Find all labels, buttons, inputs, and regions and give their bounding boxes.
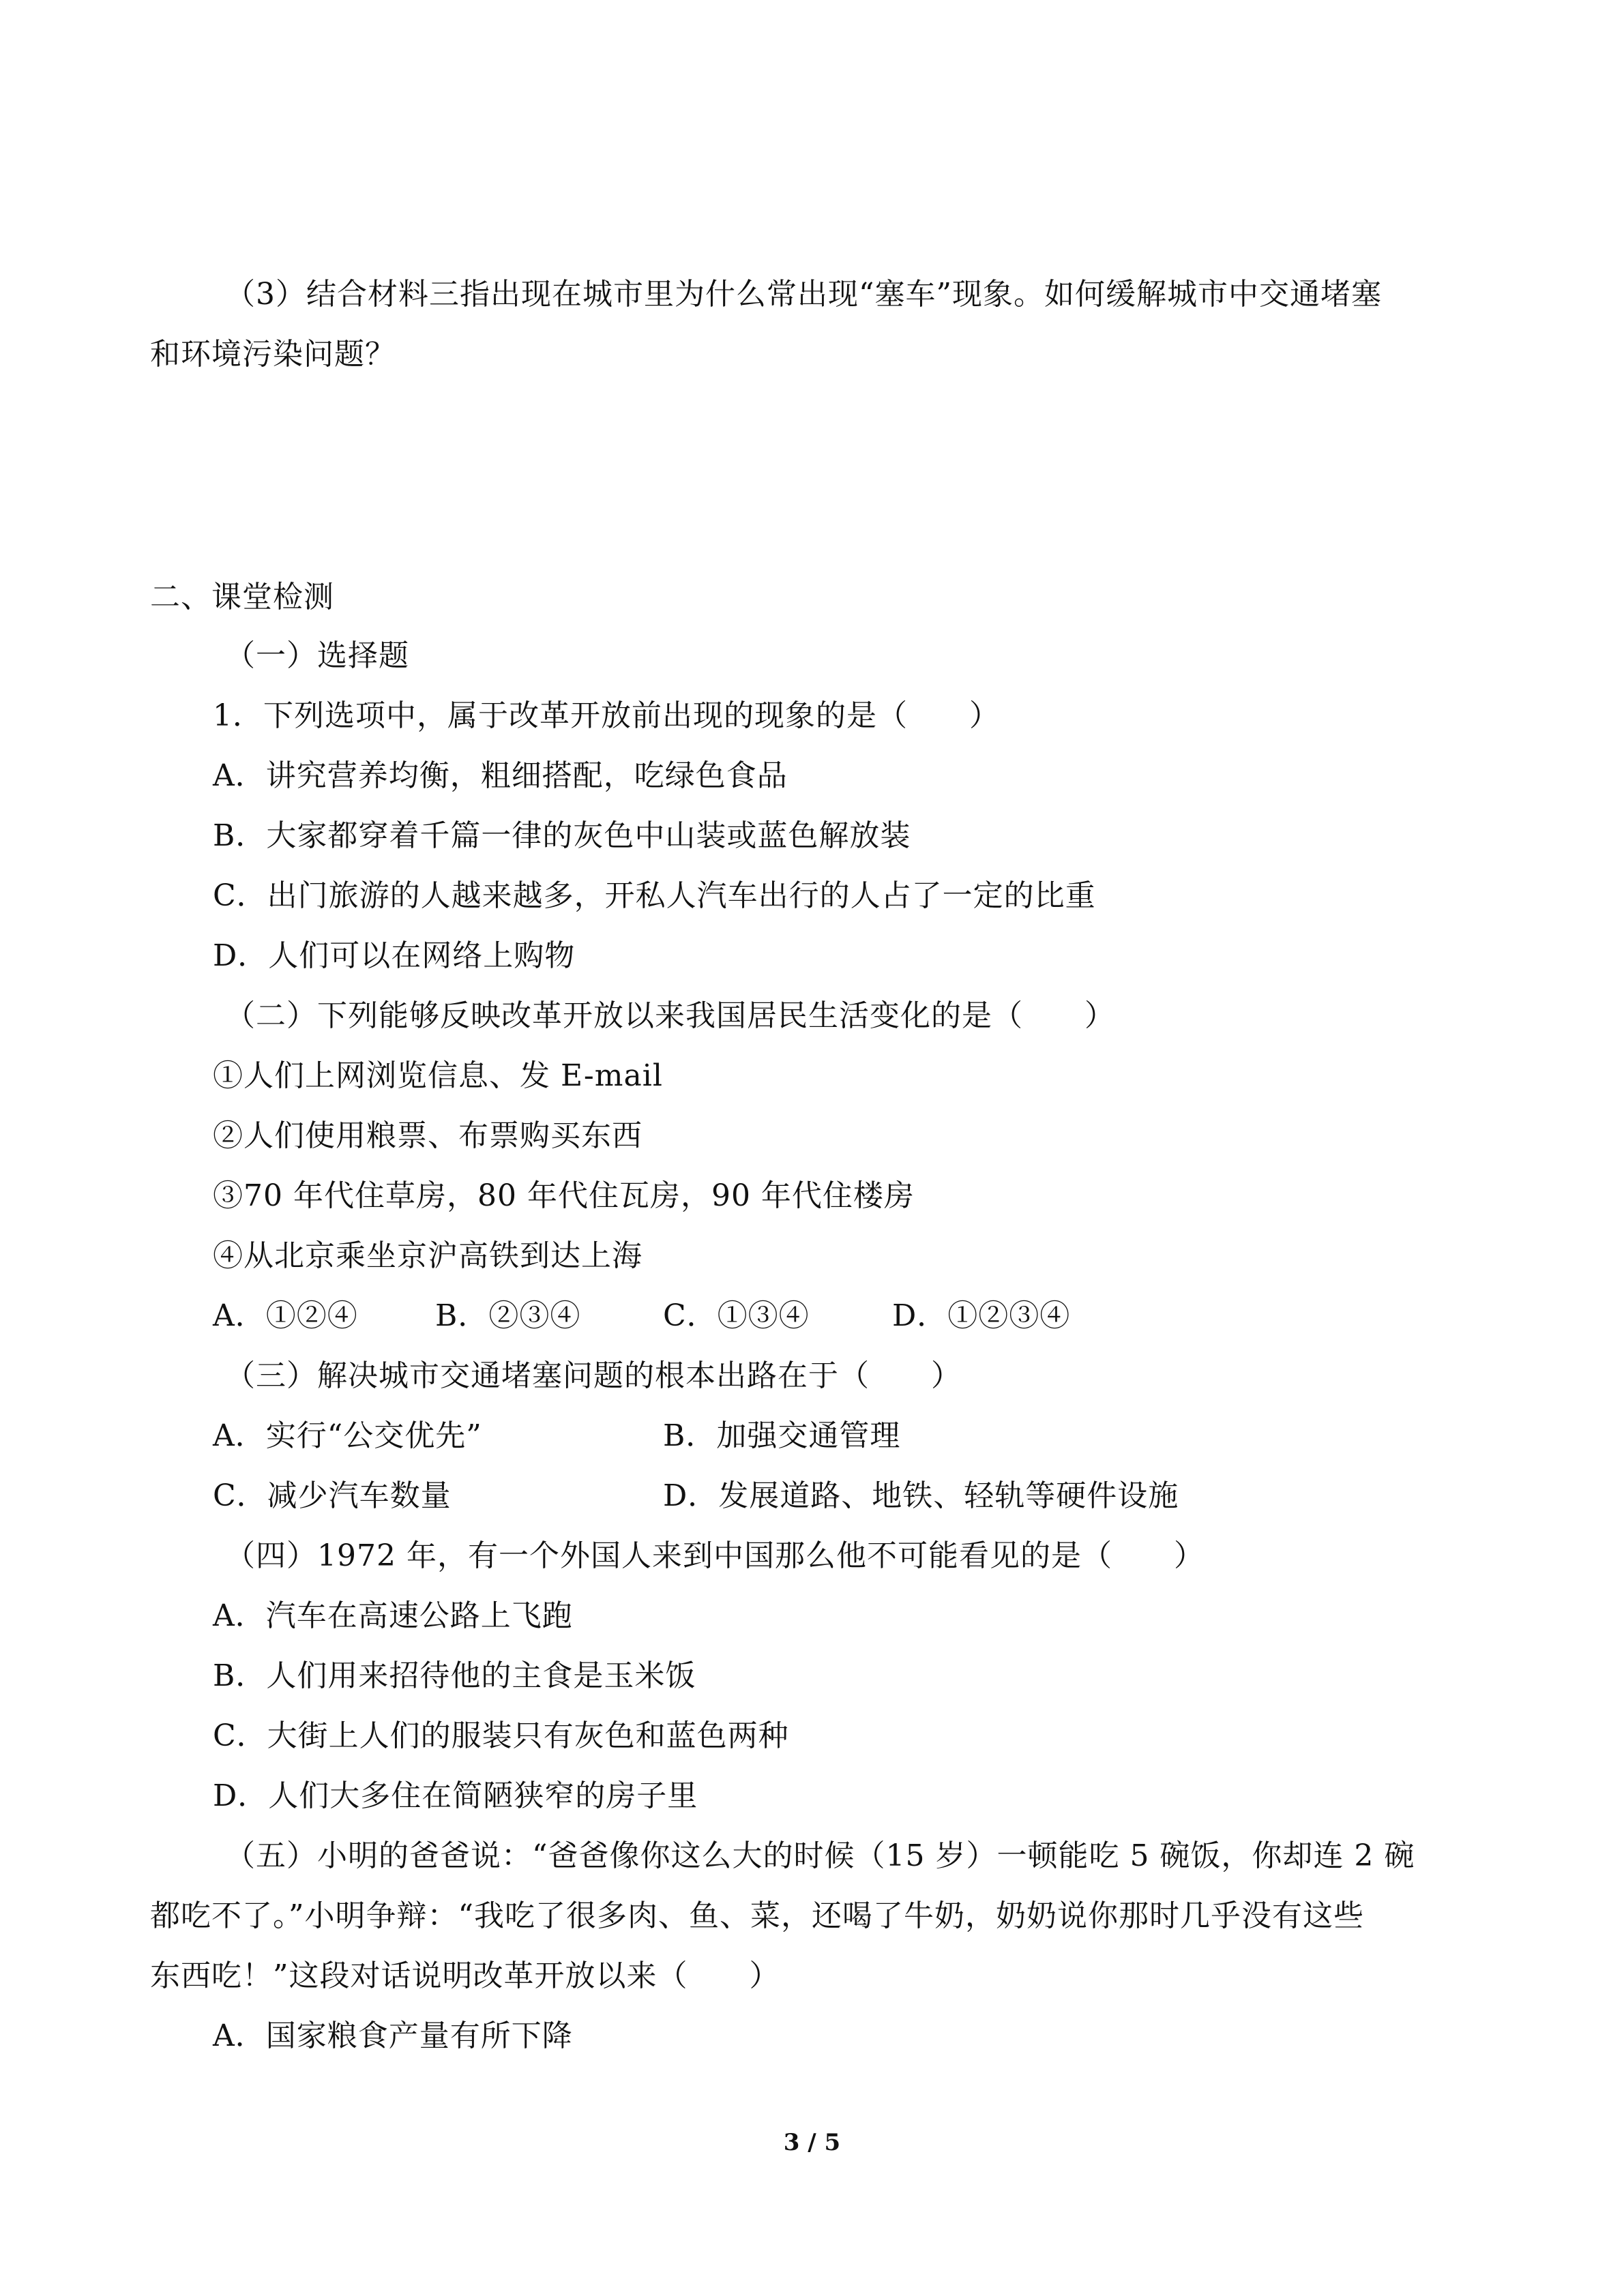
q3-option-d: D．发展道路、地铁、轻轨等硬件设施 — [663, 1478, 1179, 1513]
q5-option-a: A．国家粮食产量有所下降 — [213, 2018, 573, 2053]
q3-option-a: A．实行“公交优先” — [213, 1418, 482, 1453]
q4-option-c: C．大街上人们的服装只有灰色和蓝色两种 — [213, 1718, 789, 1753]
section-heading: 二、课堂检测 — [150, 580, 334, 614]
q3-stem: （三）解决城市交通堵塞问题的根本出路在于（ ） — [225, 1358, 962, 1393]
q4-option-a: A．汽车在高速公路上飞跑 — [213, 1598, 573, 1633]
q4-option-d: D．人们大多住在简陋狭窄的房子里 — [213, 1778, 698, 1813]
q2-option-c: C．①③④ — [663, 1298, 810, 1333]
question-3-line-2: 和环境污染问题？ — [150, 337, 396, 372]
q1-option-a: A．讲究营养均衡，粗细搭配，吃绿色食品 — [213, 758, 788, 793]
q2-option-a: A．①②④ — [213, 1298, 358, 1333]
question-3-line-1: （3）结合材料三指出现在城市里为什么常出现“塞车”现象。如何缓解城市中交通堵塞 — [225, 277, 1382, 312]
q2-item-4: ④从北京乘坐京沪高铁到达上海 — [213, 1238, 643, 1273]
q2-item-2: ②人们使用粮票、布票购买东西 — [213, 1118, 643, 1153]
q3-option-b: B．加强交通管理 — [663, 1418, 901, 1453]
q4-stem: （四）1972 年，有一个外国人来到中国那么他不可能看见的是（ ） — [225, 1538, 1205, 1573]
q1-option-c: C．出门旅游的人越来越多，开私人汽车出行的人占了一定的比重 — [213, 878, 1096, 913]
q2-option-b: B．②③④ — [435, 1298, 581, 1333]
q2-stem: （二）下列能够反映改革开放以来我国居民生活变化的是（ ） — [225, 998, 1115, 1033]
q5-stem-line-1: （五）小明的爸爸说：“爸爸像你这么大的时候（15 岁）一顿能吃 5 碗饭，你却连 2 碗 — [225, 1838, 1415, 1873]
page-number: 3 / 5 — [783, 2129, 841, 2156]
q2-item-3: ③70 年代住草房，80 年代住瓦房，90 年代住楼房 — [213, 1178, 915, 1213]
q1-option-b: B．大家都穿着千篇一律的灰色中山装或蓝色解放装 — [213, 818, 911, 853]
q4-option-b: B．人们用来招待他的主食是玉米饭 — [213, 1658, 696, 1693]
q1-option-d: D．人们可以在网络上购物 — [213, 938, 576, 973]
q3-option-c: C．减少汽车数量 — [213, 1478, 452, 1513]
q5-stem-line-2: 都吃不了。”小明争辩：“我吃了很多肉、鱼、菜，还喝了牛奶，奶奶说你那时几乎没有这些 — [150, 1898, 1364, 1933]
q2-item-1: ①人们上网浏览信息、发 E-mail — [213, 1058, 663, 1093]
q2-option-d: D．①②③④ — [892, 1298, 1071, 1333]
q1-stem: 1．下列选项中，属于改革开放前出现的现象的是（ ） — [213, 698, 1000, 733]
section-subheading: （一）选择题 — [225, 638, 409, 673]
q5-stem-line-3: 东西吃！”这段对话说明改革开放以来（ ） — [150, 1958, 780, 1993]
